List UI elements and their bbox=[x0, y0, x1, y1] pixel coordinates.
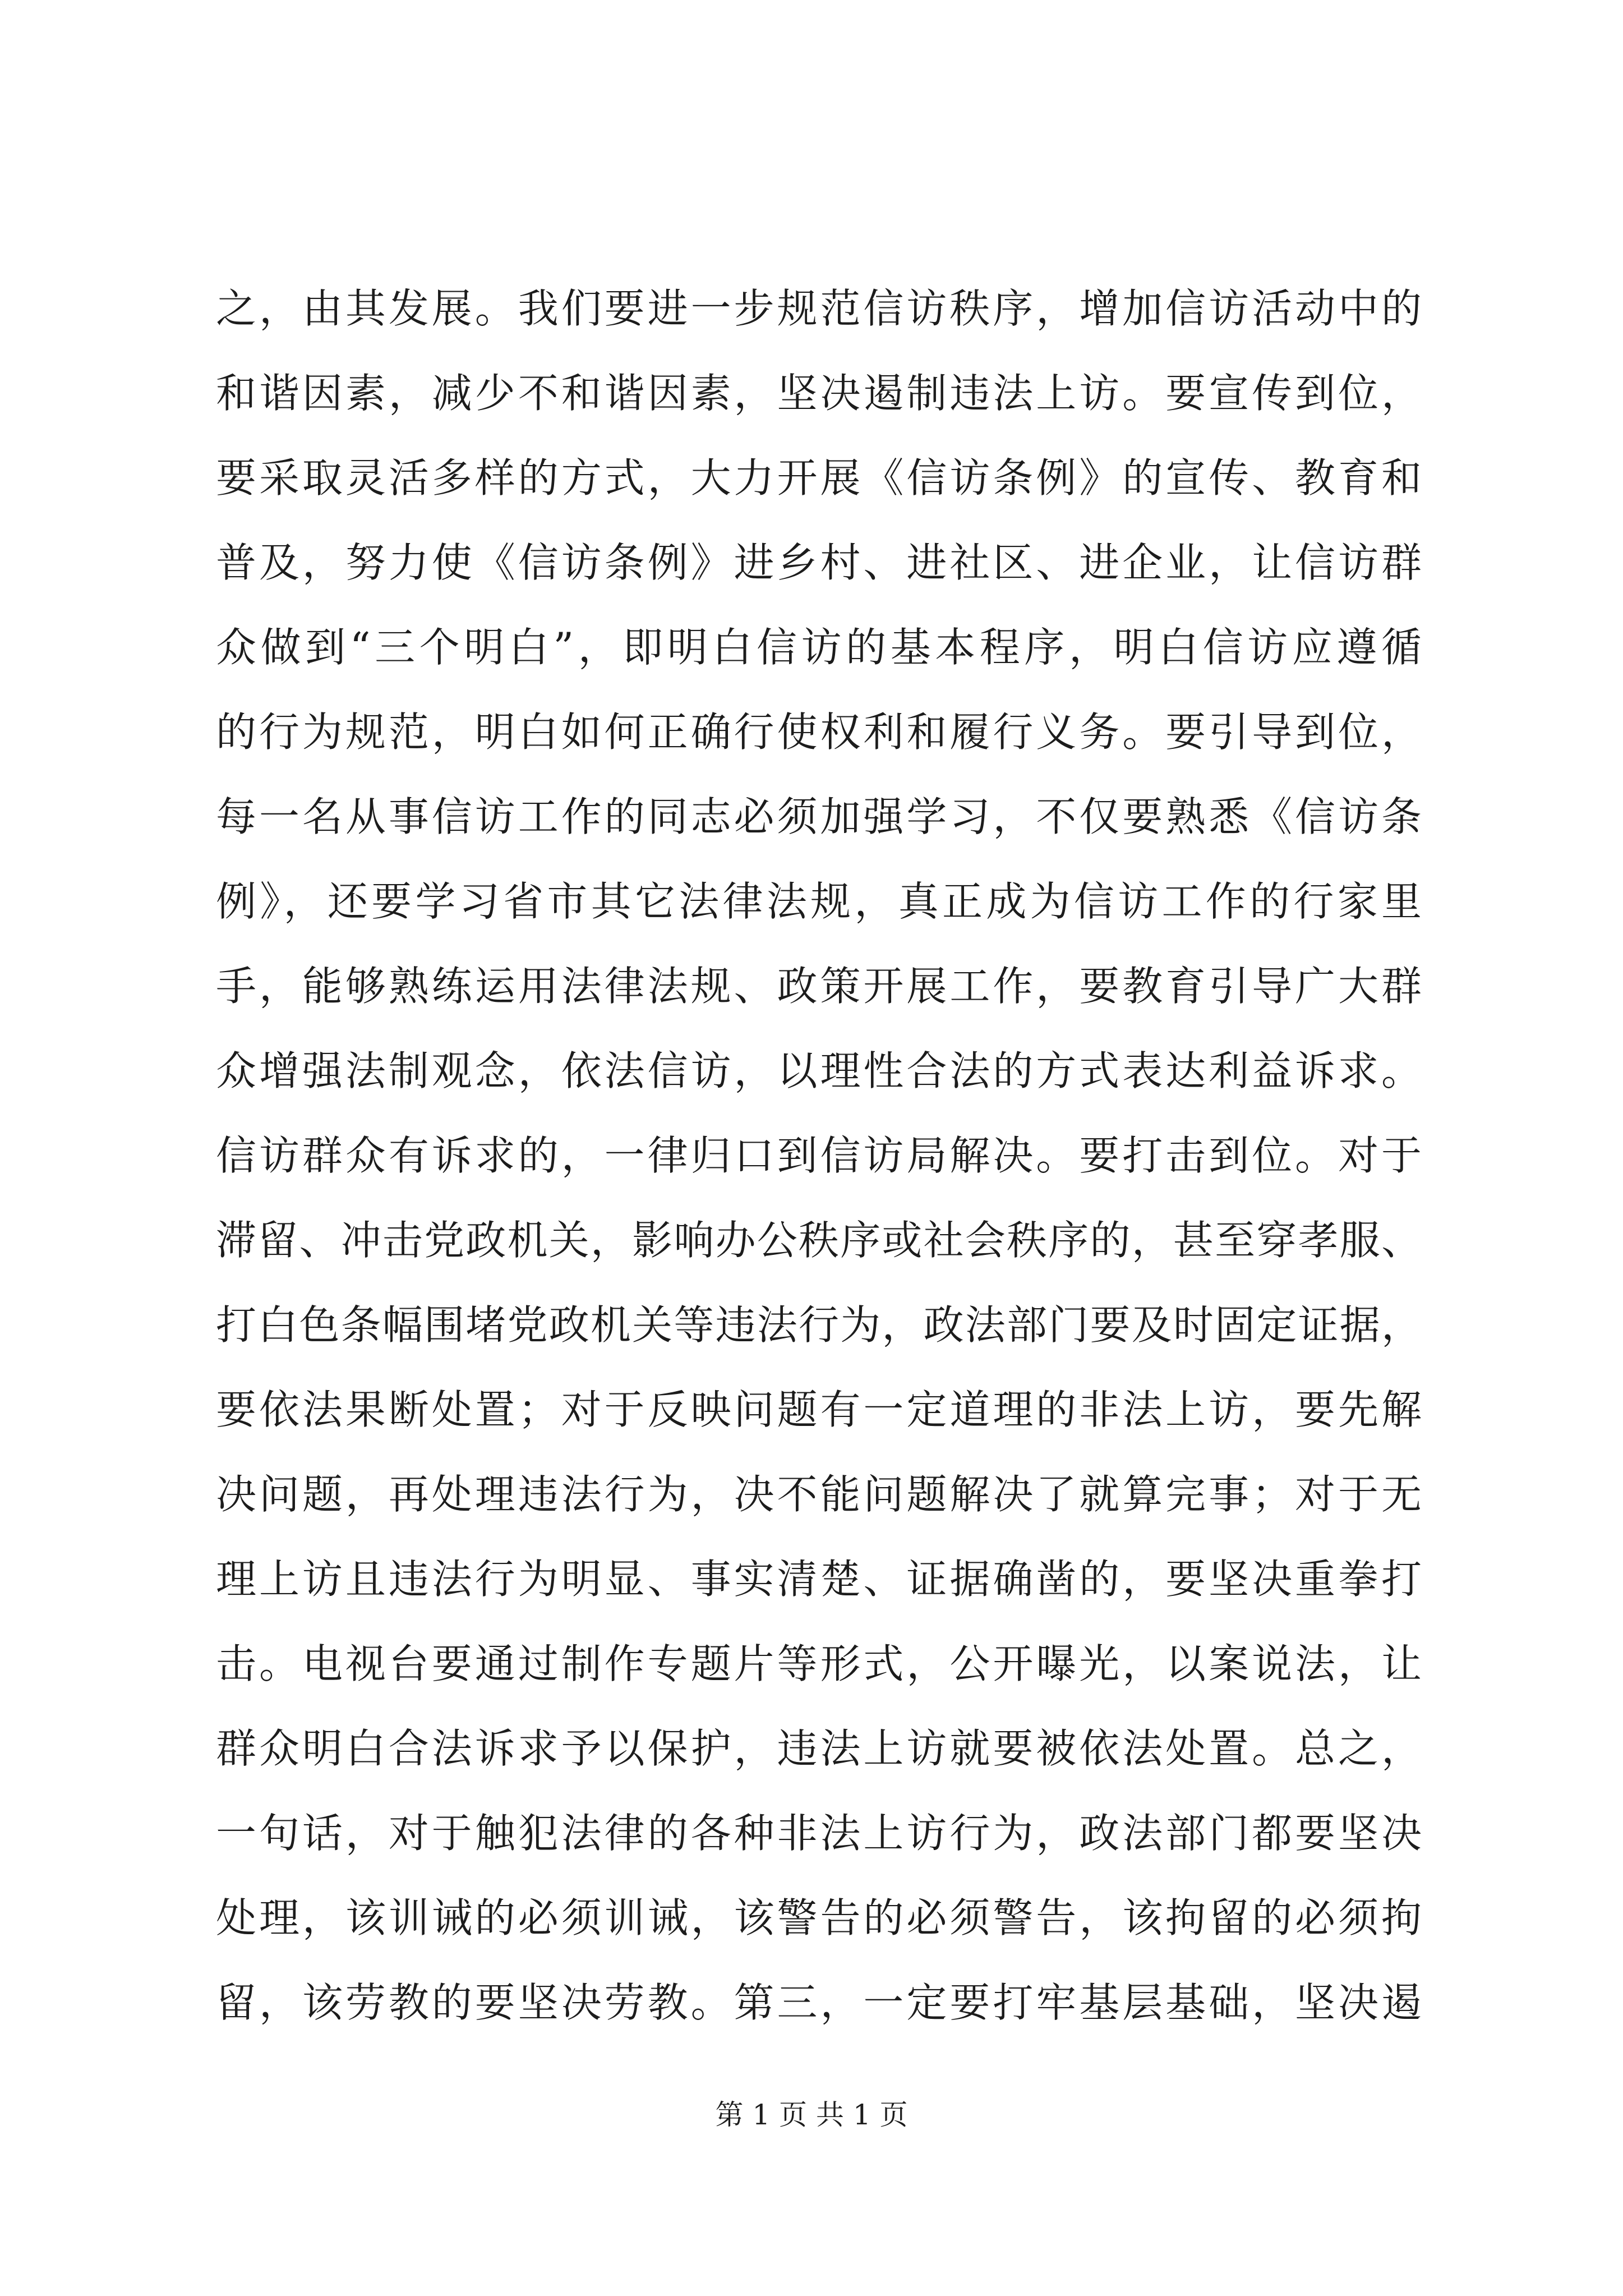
text-line: 的行为规范，明白如何正确行使权利和履行义务。要引导到位， bbox=[216, 708, 1422, 756]
text-line: 一句话，对于触犯法律的各种非法上访行为，政法部门都要坚决 bbox=[216, 1810, 1422, 1857]
text-line: 普及，努力使《信访条例》进乡村、进社区、进企业，让信访群 bbox=[216, 539, 1422, 586]
text-line: 例》，还要学习省市其它法律法规，真正成为信访工作的行家里 bbox=[216, 878, 1422, 925]
text-line: 理上访且违法行为明显、事实清楚、证据确凿的，要坚决重拳打 bbox=[216, 1556, 1422, 1603]
text-line: 要采取灵活多样的方式，大力开展《信访条例》的宣传、教育和 bbox=[216, 454, 1422, 501]
text-line: 众增强法制观念，依法信访，以理性合法的方式表达利益诉求。 bbox=[216, 1047, 1422, 1094]
text-line: 击。电视台要通过制作专题片等形式，公开曝光，以案说法，让 bbox=[216, 1640, 1422, 1687]
text-line: 滞留、冲击党政机关，影响办公秩序或社会秩序的，甚至穿孝服、 bbox=[216, 1217, 1422, 1264]
text-line: 之，由其发展。我们要进一步规范信访秩序，增加信访活动中的 bbox=[216, 285, 1422, 332]
page-number: 第 1 页 共 1 页 bbox=[715, 2099, 908, 2131]
text-line: 决问题，再处理违法行为，决不能问题解决了就算完事；对于无 bbox=[216, 1471, 1422, 1518]
text-line: 手，能够熟练运用法律法规、政策开展工作，要教育引导广大群 bbox=[216, 963, 1422, 1010]
text-line: 要依法果断处置；对于反映问题有一定道理的非法上访，要先解 bbox=[216, 1386, 1422, 1433]
body-text bbox=[216, 266, 1422, 2045]
text-line: 打白色条幅围堵党政机关等违法行为，政法部门要及时固定证据， bbox=[216, 1301, 1422, 1349]
text-line: 每一名从事信访工作的同志必须加强学习，不仅要熟悉《信访条 bbox=[216, 793, 1422, 840]
text-line: 信访群众有诉求的，一律归口到信访局解决。要打击到位。对于 bbox=[216, 1132, 1422, 1179]
text-line: 和谐因素，减少不和谐因素，坚决遏制违法上访。要宣传到位， bbox=[216, 370, 1422, 417]
text-line: 众做到“三个明白”，即明白信访的基本程序，明白信访应遵循 bbox=[216, 624, 1422, 671]
page-footer bbox=[0, 2092, 1623, 2133]
text-line: 群众明白合法诉求予以保护，违法上访就要被依法处置。总之， bbox=[216, 1725, 1422, 1772]
text-line: 处理，该训诫的必须训诫，该警告的必须警告，该拘留的必须拘 bbox=[216, 1894, 1422, 1941]
text-line: 留，该劳教的要坚决劳教。第三，一定要打牢基层基础，坚决遏 bbox=[216, 1979, 1422, 2026]
